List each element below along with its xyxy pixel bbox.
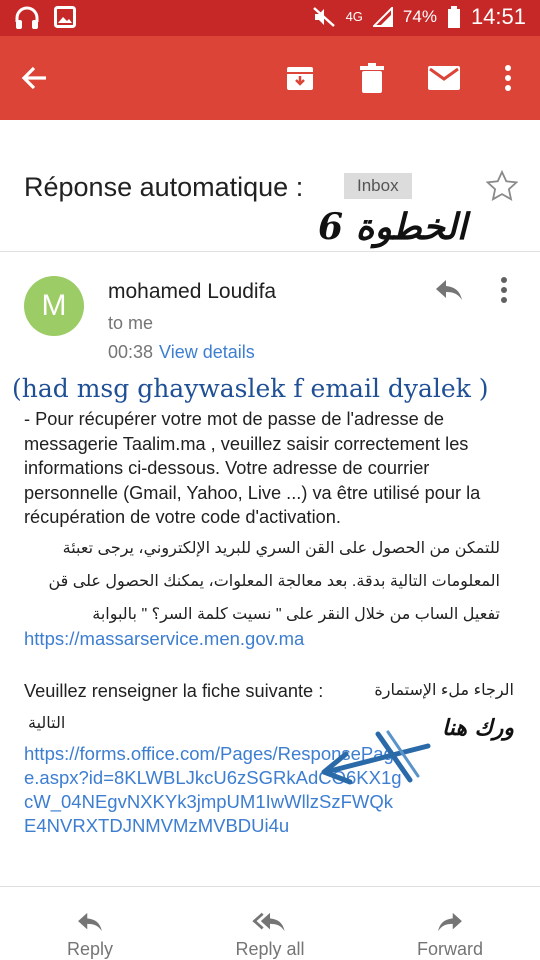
inbox-label[interactable]: Inbox bbox=[344, 173, 412, 199]
app-toolbar bbox=[0, 36, 540, 120]
reply-label: Reply bbox=[66, 939, 114, 959]
email-subject: Réponse automatique : bbox=[24, 172, 304, 202]
forms-link[interactable]: https://forms.office.com/Pages/ResponsePage.aspx?id=8KLWBLJkcU6zSGRkAdCO6KX1gcW_04NEgvNXKYk3jmpUM1IwWllzSzFWQkE4NVRXTDJNMVMzMVBDUi4u bbox=[24, 743, 402, 836]
time-line bbox=[108, 342, 255, 363]
more-vert-icon bbox=[504, 64, 512, 92]
forward-label: Forward bbox=[416, 939, 483, 959]
status-bar bbox=[0, 0, 540, 36]
forward-action[interactable] bbox=[380, 911, 520, 960]
reply-action[interactable] bbox=[20, 911, 160, 960]
body-paragraph-fr: - Pour récupérer votre mot de passe de l'adresse de messagerie Taalim.ma , veuillez saisir correctement les informations ci-dessous. Votre adresse de courrier personnelle (Gmail, Yahoo, Live ...) va être utilisé pour la récupération de votre code d'activation. bbox=[24, 409, 481, 528]
star-button[interactable] bbox=[486, 170, 518, 207]
fiche-text-fr: Veuillez renseigner la fiche suivante : bbox=[24, 681, 324, 701]
reply-icon bbox=[434, 278, 464, 302]
step-annotation: الخطوة 6 bbox=[318, 206, 467, 248]
star-icon bbox=[486, 170, 518, 202]
fiche-text-ar-2: التالية bbox=[28, 715, 66, 732]
headphones-icon bbox=[14, 6, 40, 30]
image-icon bbox=[54, 6, 76, 28]
click-here-annotation: ورك هنا bbox=[442, 716, 514, 741]
subject-header bbox=[0, 120, 540, 252]
bottom-action-bar bbox=[0, 886, 540, 960]
reply-all-icon bbox=[252, 911, 288, 933]
body-paragraph-ar: للتمكن من الحصول على القن السري للبريد الإلكتروني، يرجى تعبئة المعلومات التالية بدقة. بعد معالجة المعلوات، يمكنك الحصول على قن تفعيل الساب من خلال النقر على " نسيت كلمة السر؟ " بالبوابة bbox=[48, 540, 500, 623]
email-time: 00:38 bbox=[108, 342, 154, 362]
recipient-line: to me bbox=[108, 313, 154, 333]
archive-icon bbox=[285, 64, 315, 92]
trash-icon bbox=[360, 63, 384, 93]
reply-all-label: Reply all bbox=[235, 939, 305, 959]
archive-button[interactable] bbox=[282, 60, 318, 96]
reply-all-action[interactable] bbox=[200, 911, 340, 960]
battery-percent: 74% bbox=[402, 7, 437, 26]
network-type: 4G bbox=[345, 9, 363, 24]
status-time: 14:51 bbox=[470, 4, 526, 29]
hand-drawn-arrow-icon bbox=[318, 728, 438, 788]
mute-icon bbox=[312, 6, 336, 28]
massar-link[interactable]: https://massarservice.men.gov.ma bbox=[24, 628, 305, 649]
mail-icon bbox=[428, 66, 460, 90]
handwritten-note: (had msg ghaywaslek f email dyalek ) bbox=[12, 374, 489, 403]
more-options-button[interactable] bbox=[490, 60, 526, 96]
delete-button[interactable] bbox=[354, 60, 390, 96]
mark-unread-button[interactable] bbox=[426, 60, 462, 96]
reply-icon bbox=[76, 911, 104, 933]
more-vert-icon bbox=[500, 276, 508, 304]
sender-name: mohamed Loudifa bbox=[108, 280, 277, 303]
back-button[interactable] bbox=[16, 60, 52, 96]
reply-button[interactable] bbox=[434, 278, 464, 307]
arrow-back-icon bbox=[20, 64, 48, 92]
signal-icon bbox=[373, 7, 393, 27]
forward-icon bbox=[436, 911, 464, 933]
view-details-link[interactable]: View details bbox=[159, 342, 255, 362]
message-more-button[interactable] bbox=[500, 276, 508, 309]
battery-icon bbox=[447, 6, 461, 28]
avatar[interactable]: M bbox=[24, 276, 84, 336]
fiche-text-ar: الرجاء ملء الإستمارة bbox=[374, 682, 514, 699]
